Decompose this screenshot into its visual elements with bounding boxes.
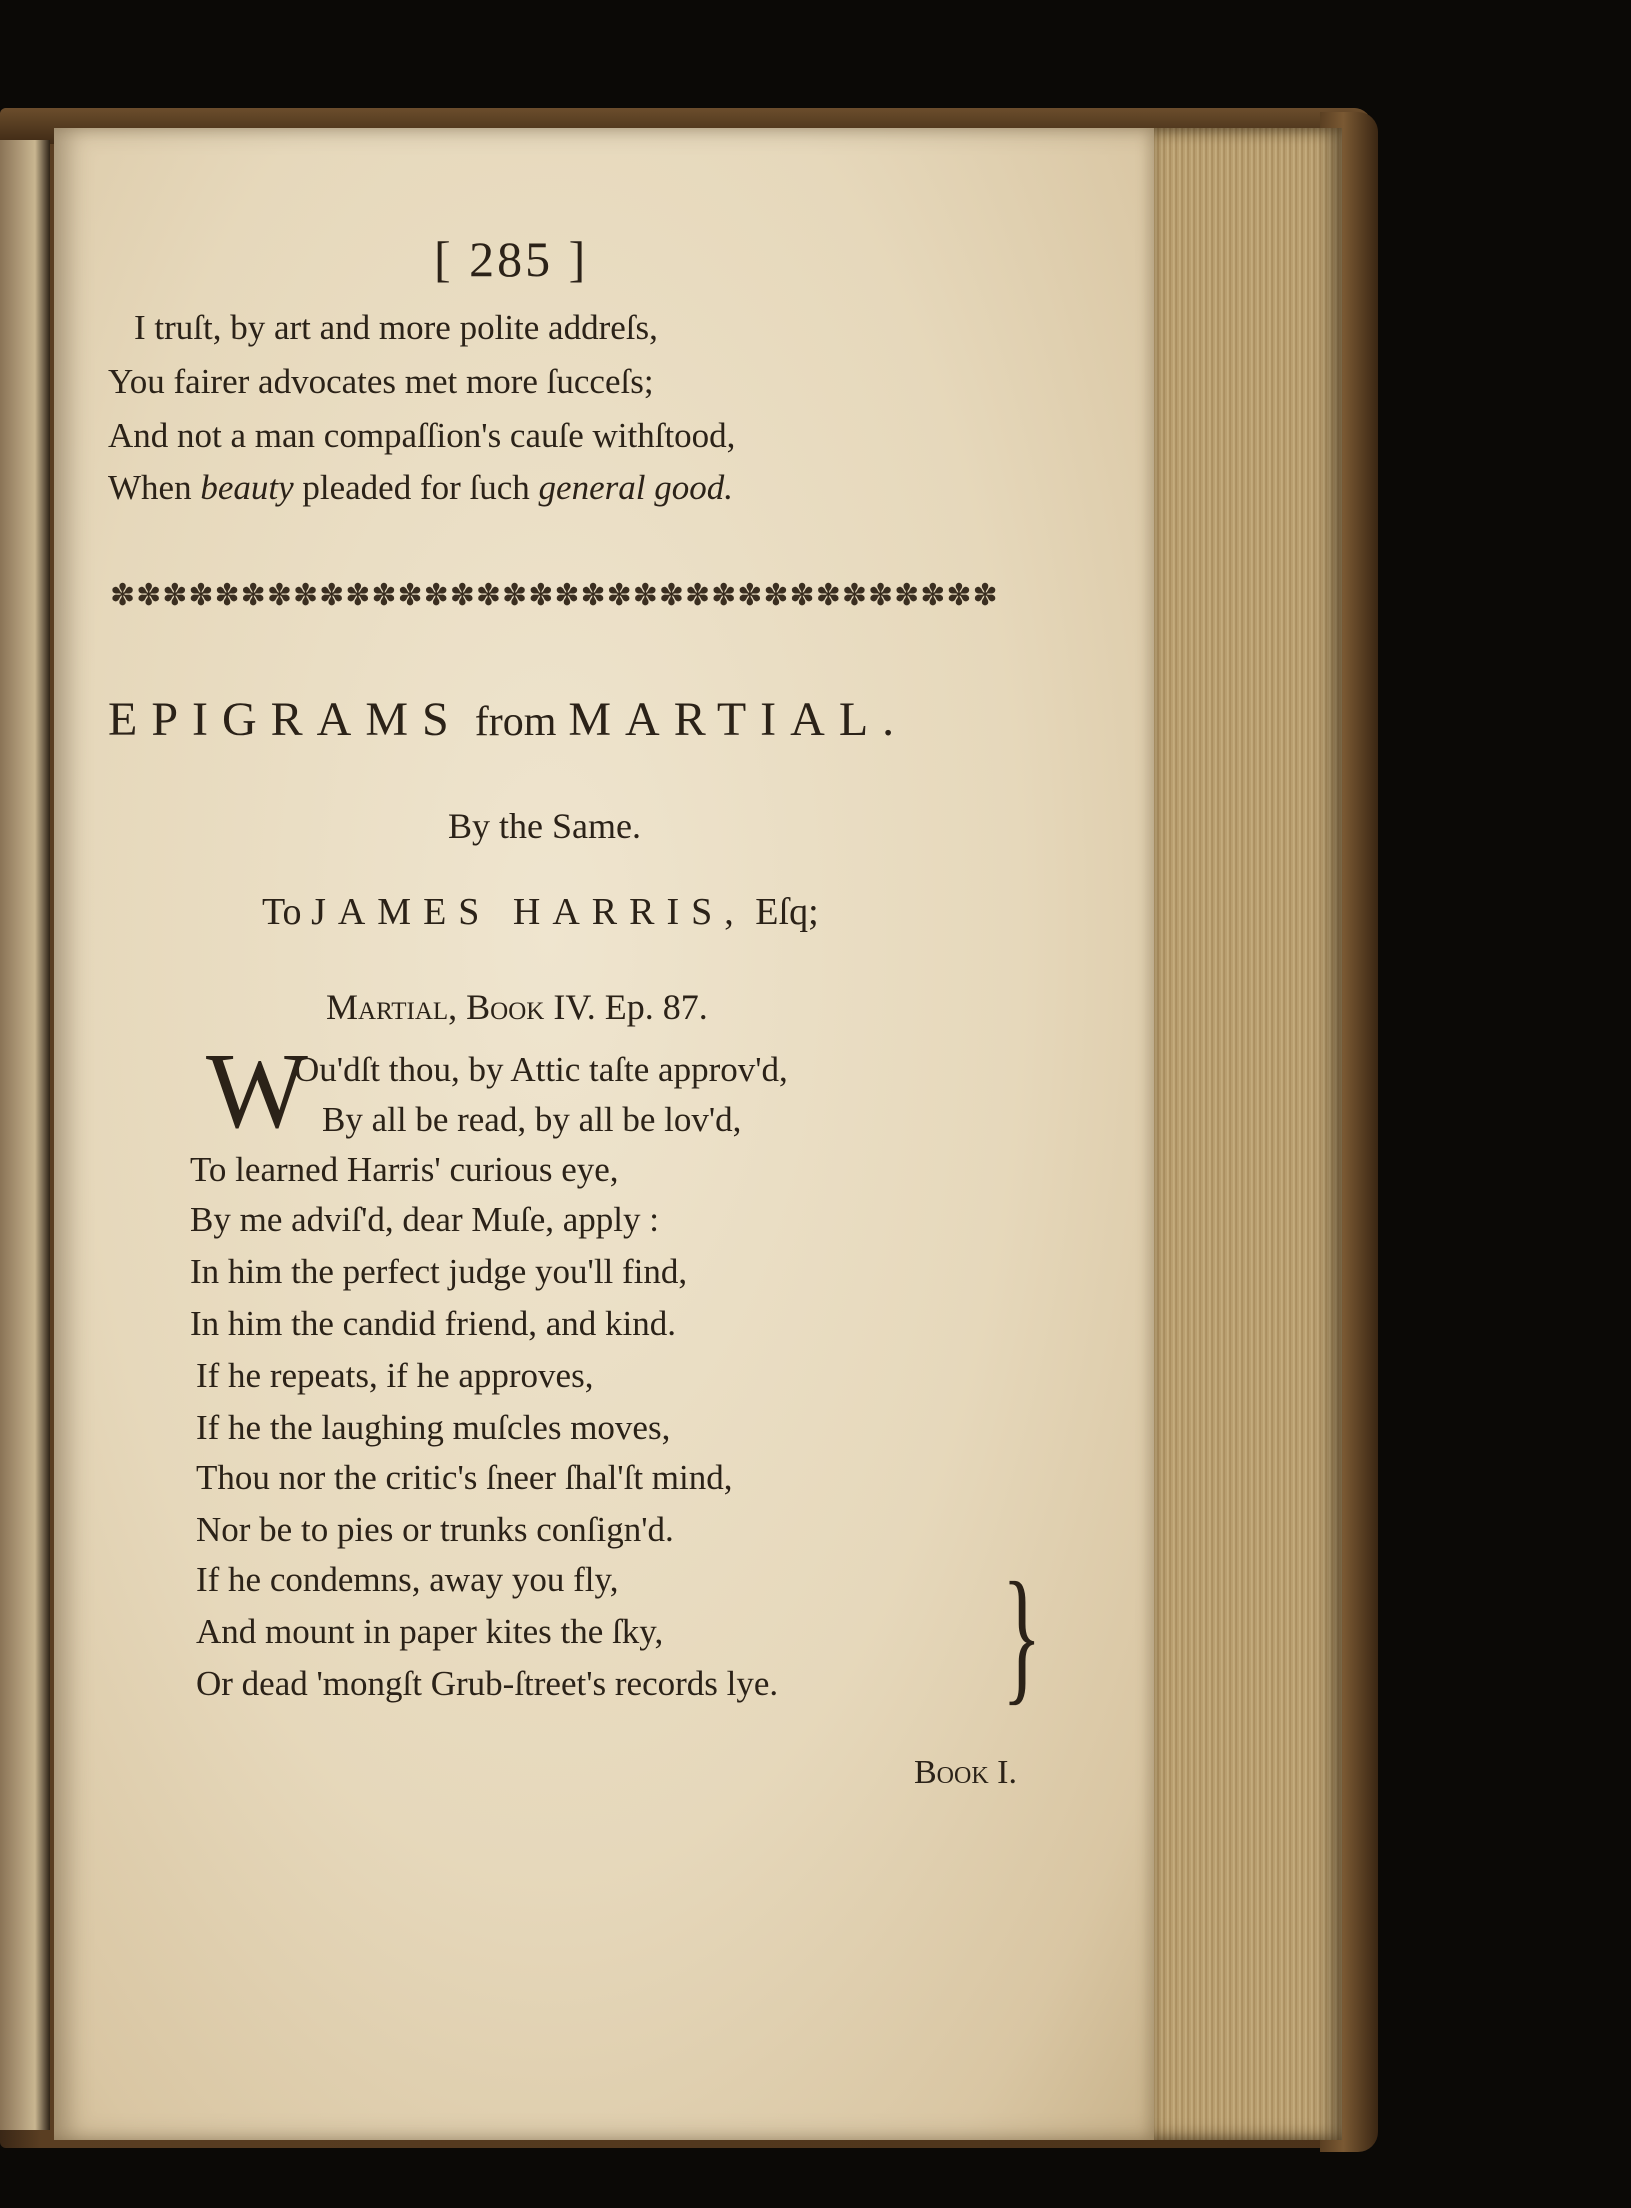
poem-line: Or dead 'mongſt Grub-ſtreet's records lye. xyxy=(196,1664,779,1703)
title-word: EPIGRAMS xyxy=(108,693,463,746)
verse-text: pleaded for ſuch xyxy=(293,468,539,507)
dedication-line xyxy=(262,890,819,934)
poem-line: Thou nor the critic's ſneer ſhal'ſt mind, xyxy=(196,1458,733,1497)
title-word: MARTIAL. xyxy=(568,693,909,746)
dedication-prefix: To xyxy=(262,891,302,933)
section-title xyxy=(108,692,908,747)
verse-text: When xyxy=(108,468,201,507)
poem-line: By me adviſ'd, dear Muſe, apply : xyxy=(190,1200,659,1239)
poem-line: To learned Harris' curious eye, xyxy=(190,1150,619,1189)
dedication-name: JAMES HARRIS, xyxy=(311,891,746,933)
reference-number: IV. Ep. 87. xyxy=(553,987,708,1027)
verse-line: And not a man compaſſion's cauſe withſtood, xyxy=(108,416,736,455)
triplet-brace: } xyxy=(1002,1552,1042,1718)
page-number: [ 285 ] xyxy=(434,231,589,287)
poem-line: If he repeats, if he approves, xyxy=(196,1356,594,1395)
poem-line: If he condemns, away you fly, xyxy=(196,1560,619,1599)
poem-line: By all be read, by all be lov'd, xyxy=(322,1100,742,1139)
source-reference xyxy=(326,986,708,1028)
poem-line: In him the candid friend, and kind. xyxy=(190,1304,676,1343)
poem-line: Ou'dſt thou, by Attic taſte approv'd, xyxy=(294,1050,788,1089)
catchword: Book I. xyxy=(914,1754,1017,1791)
reference-author: Martial, xyxy=(326,987,458,1027)
verse-line-closing xyxy=(108,468,733,508)
title-word: from xyxy=(474,699,557,745)
poem-line: And mount in paper kites the ſky, xyxy=(196,1612,664,1651)
poem-line: In him the perfect judge you'll find, xyxy=(190,1252,688,1291)
italic-phrase: general good. xyxy=(538,468,733,507)
dedication-suffix: Eſq; xyxy=(755,891,819,933)
facing-page-edge xyxy=(0,140,50,2130)
byline: By the Same. xyxy=(448,806,641,846)
poem-line: If he the laughing muſcles moves, xyxy=(196,1408,671,1447)
verse-line: I truſt, by art and more polite addreſs, xyxy=(134,308,658,347)
poem-line: Nor be to pies or trunks conſign'd. xyxy=(196,1510,674,1549)
verse-line: You fairer advocates met more ſucceſs; xyxy=(108,362,654,401)
drop-cap: W xyxy=(206,1032,308,1151)
reference-book: Book xyxy=(466,987,545,1027)
page-block-edge xyxy=(1142,128,1342,2140)
printers-ornament-rule: ✽✽✽✽✽✽✽✽✽✽✽✽✽✽✽✽✽✽✽✽✽✽✽✽✽✽✽✽✽✽✽✽✽✽ xyxy=(110,579,999,612)
italic-word: beauty xyxy=(200,468,294,507)
